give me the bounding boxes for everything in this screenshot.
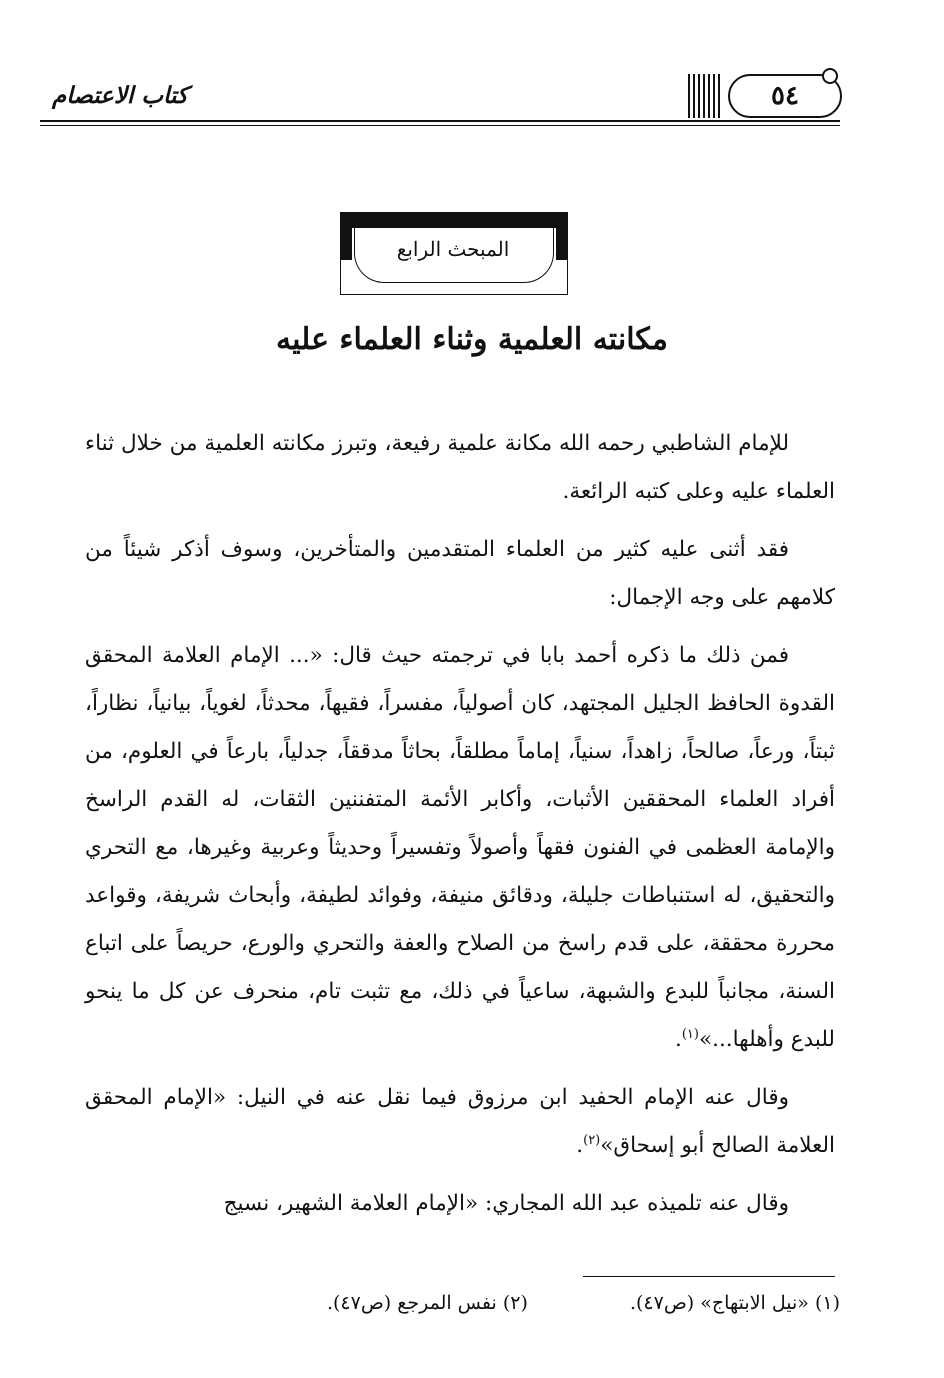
footnote-ref: (١) xyxy=(681,1026,699,1042)
header-ornament-circle xyxy=(822,68,838,84)
paragraph: وقال عنه تلميذه عبد الله المجاري: «الإمام العلامة الشهير، نسيج xyxy=(223,1191,789,1216)
paragraph: للإمام الشاطبي رحمه الله مكانة علمية رفيعة، وتبرز مكانته العلمية من خلال ثناء العلماء عليه وعلى كتبه الرائعة. xyxy=(85,431,835,504)
footnotes xyxy=(150,1292,840,1314)
footnote-separator xyxy=(583,1276,835,1277)
header-ornament-bars xyxy=(688,74,724,118)
running-header xyxy=(40,60,840,130)
paragraph: وقال عنه الإمام الحفيد ابن مرزوق فيما نقل عنه في النيل: «الإمام المحقق العلامة الصالح أبو إسحاق»$^{(٢)}$. xyxy=(85,1085,835,1158)
footnote: (٢) نفس المرجع (ص٤٧). xyxy=(326,1292,528,1314)
book-title: كتاب الاعتصام xyxy=(52,82,188,109)
section-heading: المبحث الرابع xyxy=(396,237,510,261)
page-number: ٥٤ xyxy=(771,81,799,111)
header-rule xyxy=(40,120,840,122)
paragraph: فقد أثنى عليه كثير من العلماء المتقدمين والمتأخرين، وسوف أذكر شيئاً من كلامهم على وجه الإجمال: xyxy=(85,537,835,610)
footnote: (١) «نيل الابتهاج» (ص٤٧). xyxy=(629,1292,840,1314)
section-heading-frame xyxy=(340,212,568,296)
paragraph: فمن ذلك ما ذكره أحمد بابا في ترجمته حيث قال: «... الإمام العلامة المحقق القدوة الحافظ الجليل المجتهد، كان أصولياً، مفسراً، فقيهاً، محدثاً، لغوياً، بيانياً، نظاراً، ثبتاً، ورعاً، صالحاً، زاهداً، سنياً، إماماً مطلقاً، بحاثاً مدققاً، جدلياً، بارعاً في العلوم، من أفراد العلماء المحققين الأثبات، وأكابر الأئمة المتفننين الثقات، له القدم الراسخ والإمامة العظمى في الفنون فقهاً وأصولاً وتفسيراً وحديثاً وعربية وغيرها، مع التحري والتحقيق، له استنباطات جليلة، ودقائق منيفة، وفوائد لطيفة، وأبحاث شريفة، وقواعد محررة محققة، على قدم راسخ من الصلاح والعفة والتحري والورع، حريصاً على اتباع السنة، مجانباً للبدع والشبهة، ساعياً في ذلك، مع تثبت تام، منحرف عن كل ما ينحو للبدع وأهلها...»$^{(١)}$. xyxy=(85,643,835,1052)
body-text xyxy=(85,420,835,1238)
header-rule-thin xyxy=(40,125,840,126)
chapter-title: مكانته العلمية وثناء العلماء عليه xyxy=(276,322,668,357)
footnote-ref: (٢) xyxy=(583,1132,601,1148)
